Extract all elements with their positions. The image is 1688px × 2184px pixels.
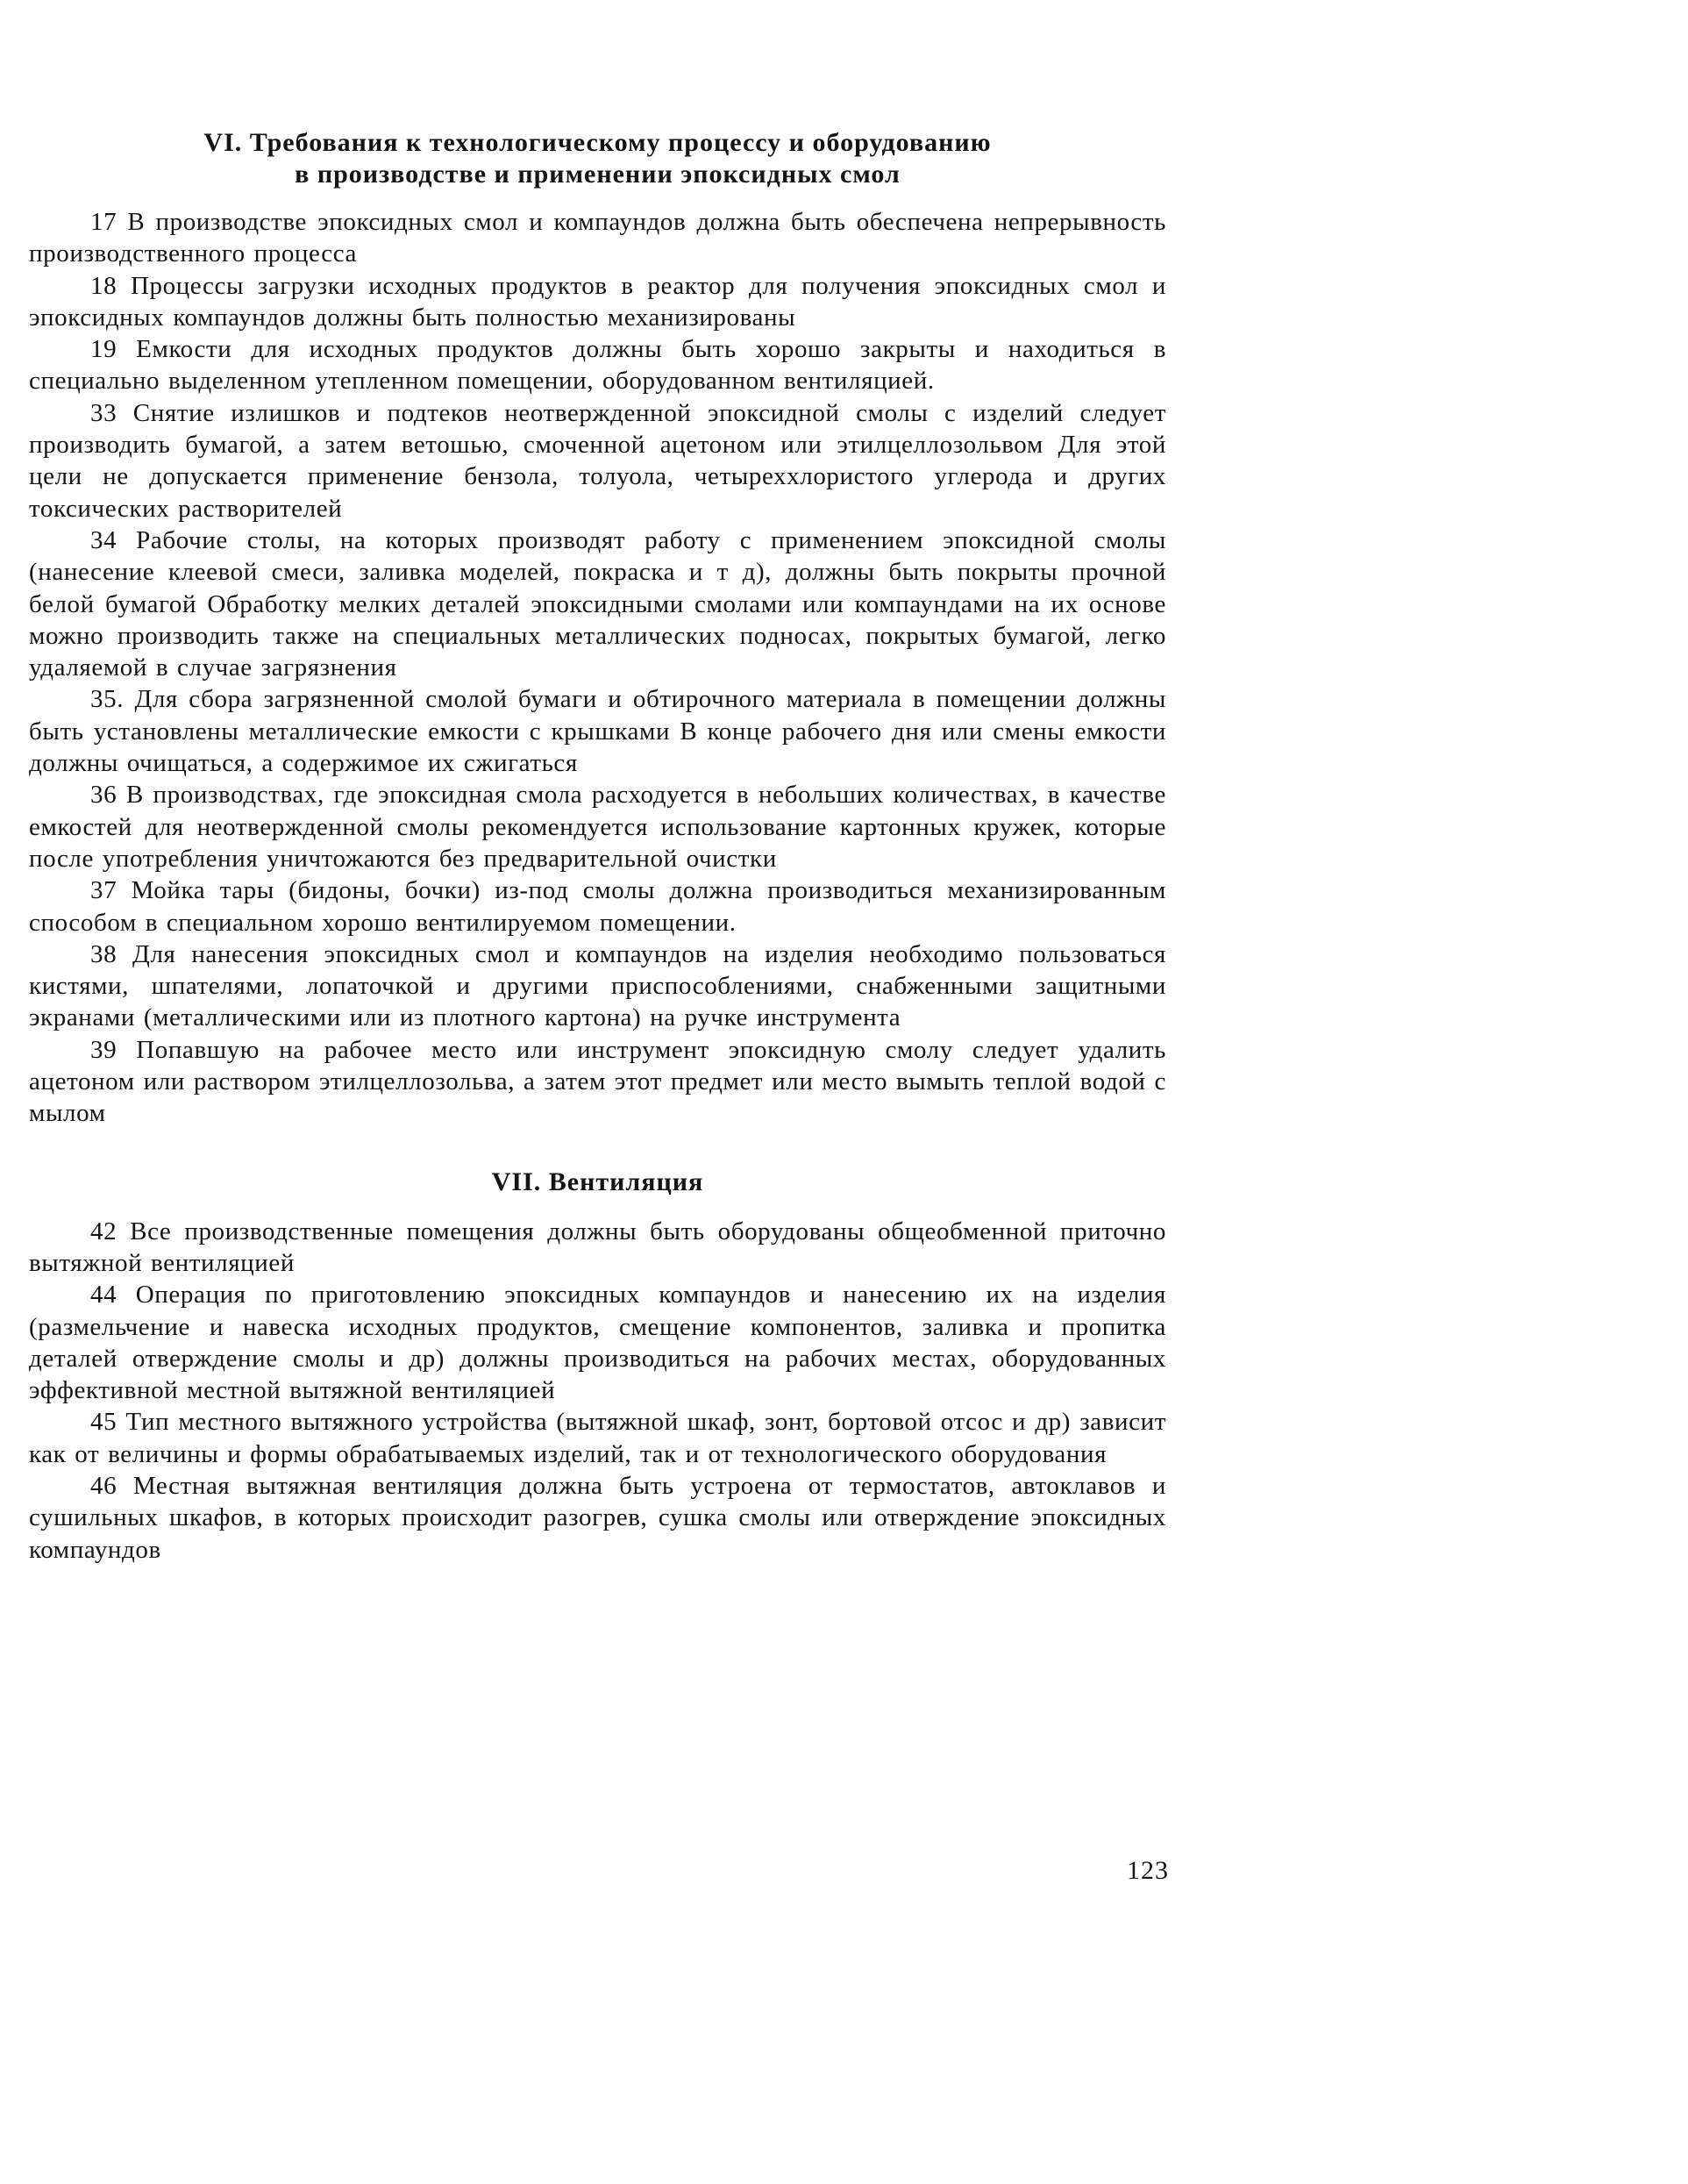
paragraph-45: 45 Тип местного вытяжного устройства (вытяжной шкаф, зонт, бортовой отсос и др) зависит как от величины и формы обрабатываемых изделий, так и от технологического оборудования (29, 1408, 1166, 1468)
paragraph-37: 37 Мойка тары (бидоны, бочки) из-под смолы должна производиться механизированным способом в специальном хорошо вентилируемом помещении. (29, 876, 1166, 937)
paragraph-35: 35. Для сбора загрязненной смолой бумаги и обтирочного материала в помещении должны быть установлены металлические емкости с крышками В конце рабочего дня или смены емкости должны очищаться, а содержимое их сжигаться (29, 685, 1166, 778)
paragraph-36: 36 В производствах, где эпоксидная смола расходуется в небольших количествах, в качестве емкостей для неотвержденной смолы рекомендуется использование картонных кружек, которые после употребления уничтожаются без предварительной очистки (29, 781, 1166, 873)
paragraph-44: 44 Операция по приготовлению эпоксидных компаундов и нанесению их на изделия (размельчение и навеска исходных продуктов, смещение компонентов, заливка и пропитка деталей отверждение смолы и др) должны производиться на рабочих местах, оборудованных эффективной местной вытяжной вентиляцией (29, 1281, 1166, 1405)
section-6-heading-line-1: VI. Требования к технологическому процессу и оборудованию (203, 128, 992, 157)
paragraph-18: 18 Процессы загрузки исходных продуктов в реактор для получения эпоксидных смол и эпоксидных компаундов должны быть полностью механизированы (29, 271, 1166, 332)
section-7-heading: VII. Вентиляция (491, 1167, 704, 1196)
paragraph-46: 46 Местная вытяжная вентиляция должна быть устроена от термостатов, автоклавов и сушильных шкафов, в которых происходит разогрев, сушка смолы или отверждение эпоксидных компаундов (29, 1471, 1166, 1564)
paragraph-19: 19 Емкости для исходных продуктов должны быть хорошо закрыты и находиться в специально выделенном утепленном помещении, оборудованном вентиляцией. (29, 335, 1166, 396)
page-number: 123 (1127, 1856, 1169, 1885)
paragraph-39: 39 Попавшую на рабочее место или инструмент эпоксидную смолу следует удалить ацетоном или раствором этилцеллозольва, а затем этот предмет или место вымыть теплой водой с мылом (29, 1035, 1166, 1128)
paragraph-38: 38 Для нанесения эпоксидных смол и компаундов на изделия необходимо пользоваться кистями, шпателями, лопаточкой и другими приспособлениями, снабженными защитными экранами (металлическими или из плотного картона) на ручке инструмента (29, 939, 1166, 1032)
paragraph-34: 34 Рабочие столы, на которых производят работу с применением эпоксидной смолы (нанесение клеевой смеси, заливка моделей, покраска и т д), должны быть покрыты прочной белой бумагой Обработку мелких деталей эпоксидными смолами или компаундами на их основе можно производить также на специальных металлических подносах, покрытых бумагой, легко удаляемой в случае загрязнения (29, 525, 1166, 682)
paragraph-42: 42 Все производственные помещения должны быть оборудованы общеобменной приточно вытяжной вентиляцией (29, 1217, 1166, 1277)
text-column (29, 127, 1166, 1566)
section-6-heading-line-2: в производстве и применении эпоксидных смол (295, 160, 901, 189)
paragraph-33: 33 Снятие излишков и подтеков неотвержденной эпоксидной смолы с изделий следует производить бумагой, а затем ветошью, смоченной ацетоном или этилцеллозольвом Для этой цели не допускается применение бензола, толуола, четыреххлористого углерода и других токсических растворителей (29, 398, 1166, 523)
section-6-heading (29, 127, 1166, 190)
paragraph-17: 17 В производстве эпоксидных смол и компаундов должна быть обеспечена непрерывность производственного процесса (29, 208, 1166, 268)
